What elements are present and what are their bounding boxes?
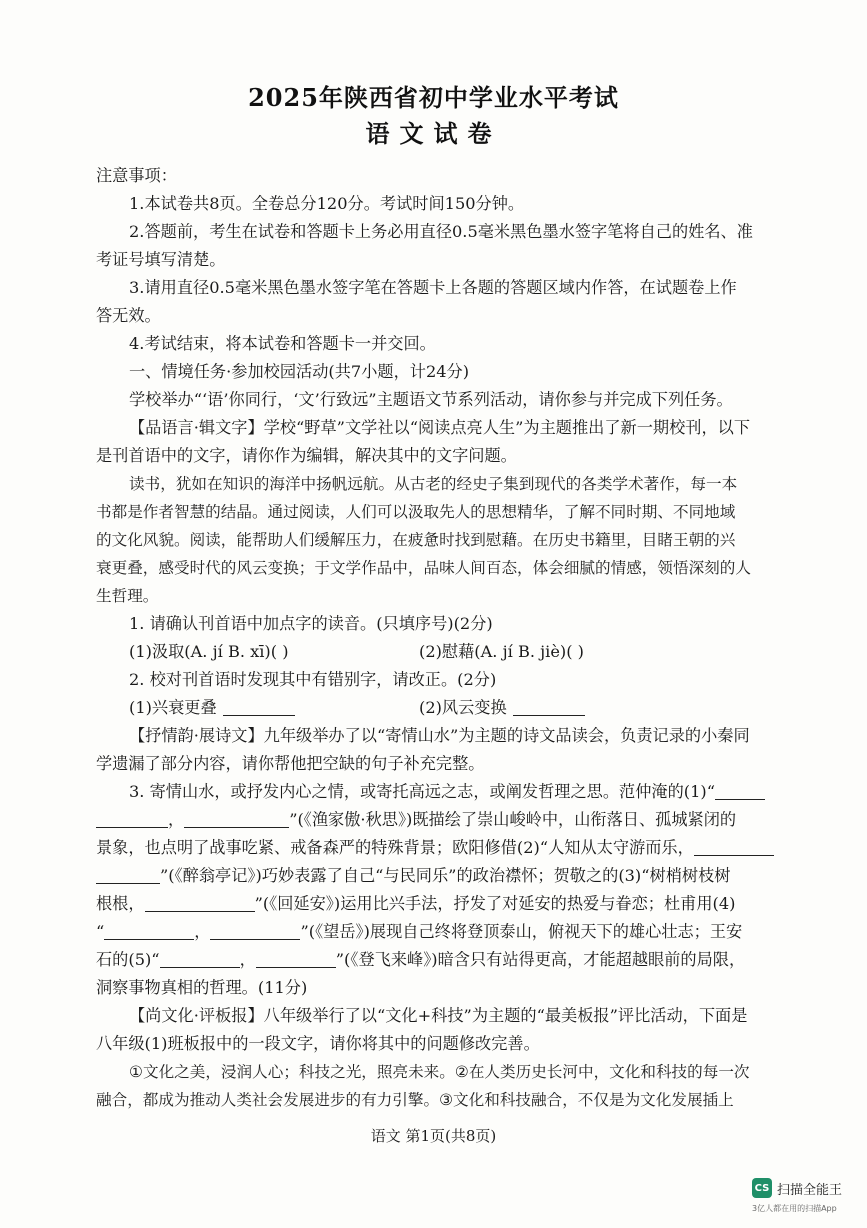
question-3-text: ， — [168, 810, 185, 829]
board-line-1: ①文化之美，浸润人心；科技之光，照亮未来。②在人类历史长河中，文化和科技的每一次 — [129, 1063, 750, 1081]
question-3-text: ”(《望岳》)展现自己终将登顶泰山，俯视天下的雄心壮志；王安 — [300, 922, 743, 941]
scanner-app-name: 扫描全能王 — [777, 1182, 843, 1198]
notes-heading: 注意事项： — [96, 166, 177, 185]
question-1-option-1: (1)汲取(A. jí B. xī)( ) — [129, 642, 289, 661]
question-3-text: 景象，也点明了战事吃紧、戒备森严的特殊背景；欧阳修借(2)“人知从太守游而乐， — [96, 838, 694, 857]
answer-blank[interactable] — [715, 781, 765, 800]
scanner-logo-icon: CS — [752, 1178, 772, 1198]
question-3-line-1 — [96, 778, 799, 806]
section-intro: 学校举办“‘语’你同行，‘文’行致远”主题语文节系列活动，请你参与并完成下列任务。 — [129, 390, 733, 409]
question-3-text: ， — [194, 922, 211, 941]
exam-title: 2025年陕西省初中学业水平考试 — [248, 83, 619, 112]
question-3-text: 根根， — [96, 894, 145, 913]
answer-blank[interactable] — [104, 921, 194, 940]
note-4: 4.考试结束，将本试卷和答题卡一并交回。 — [129, 334, 436, 353]
answer-blank[interactable] — [694, 837, 774, 856]
task-2-line-1 — [96, 722, 799, 750]
scanner-tagline: 3亿人都在用的扫描App — [752, 1204, 837, 1213]
question-3-line-4 — [96, 862, 799, 890]
passage-line-3: 的文化风貌。阅读，能帮助人们缓解压力，在疲惫时找到慰藉。在历史书籍里，目睹王朝的兴 — [96, 531, 736, 549]
question-3-line-7 — [96, 946, 799, 974]
note-2-line-2: 考证号填写清楚。 — [96, 250, 226, 269]
note-1: 1.本试卷共8页。全卷总分120分。考试时间150分钟。 — [129, 194, 525, 213]
question-3-line-8: 洞察事物真相的哲理。(11分) — [96, 978, 308, 997]
task-2-line-2: 学遗漏了部分内容，请你帮他把空缺的句子补充完整。 — [96, 754, 485, 773]
task-1-label: 【品语言·辑文字】 — [129, 418, 264, 437]
answer-blank[interactable] — [184, 809, 289, 828]
answer-blank[interactable] — [160, 949, 240, 968]
task-3-line-1 — [96, 1002, 799, 1030]
answer-blank[interactable] — [210, 921, 300, 940]
question-2-items — [96, 694, 799, 722]
task-1-line-2: 是刊首语中的文字，请你作为编辑，解决其中的文字问题。 — [96, 446, 517, 465]
question-3-text: ， — [239, 950, 256, 969]
task-1-line-1 — [96, 414, 799, 442]
question-3-text: ”(《醉翁亭记》)巧妙表露了自己“与民同乐”的政治襟怀；贺敬之的(3)“树梢树枝树 — [160, 866, 731, 885]
question-1: 1. 请确认刊首语中加点字的读音。(只填序号)(2分) — [129, 614, 493, 633]
task-1-text: 学校“野草”文学社以“阅读点亮人生”为主题推出了新一期校刊，以下 — [263, 418, 751, 437]
task-3-label: 【尚文化·评板报】 — [129, 1006, 264, 1025]
question-3-line-6 — [96, 918, 799, 946]
note-3-line-1: 3.请用直径0.5毫米黑色墨水签字笔在答题卡上各题的答题区域内作答，在试题卷上作 — [129, 278, 737, 297]
question-3-text: ”(《回延安》)运用比兴手法，抒发了对延安的热爱与眷恋；杜甫用(4) — [254, 894, 736, 913]
passage-line-5: 生哲理。 — [96, 587, 159, 605]
exam-subtitle: 语文试卷 — [365, 119, 502, 148]
answer-blank[interactable] — [513, 697, 585, 716]
question-3-line-2 — [96, 806, 799, 834]
question-3-text: ”(《渔家傲·秋思》)既描绘了崇山峻岭中，山衔落日、孤城紧闭的 — [289, 810, 737, 829]
question-3-line-3 — [96, 834, 799, 862]
board-line-2: 融合，都成为推动人类社会发展进步的有力引擎。③文化和科技融合，不仅是为文化发展插上 — [96, 1091, 734, 1109]
question-2-item-2: (2)风云变换 — [419, 698, 507, 717]
passage-line-1: 读书，犹如在知识的海洋中扬帆远航。从古老的经史子集到现代的各类学术著作，每一本 — [129, 475, 738, 493]
scanner-watermark — [752, 1178, 842, 1198]
answer-blank[interactable] — [256, 949, 336, 968]
task-2-label: 【抒情韵·展诗文】 — [129, 726, 264, 745]
question-3-text: ”(《登飞来峰》)暗含只有站得更高，才能超越眼前的局限， — [335, 950, 746, 969]
passage-line-2: 书都是作者智慧的结晶。通过阅读，人们可以汲取先人的思想精华，了解不同时期、不同地域 — [96, 503, 736, 521]
answer-blank[interactable] — [96, 865, 160, 884]
section-heading: 一、情境任务·参加校园活动(共7小题，计24分) — [129, 362, 470, 381]
question-1-options — [96, 638, 799, 666]
passage-line-4: 衰更叠，感受时代的风云变换；于文学作品中，品味人间百态，体会细腻的情感，领悟深刻的人 — [96, 559, 751, 577]
note-3-line-2: 答无效。 — [96, 306, 161, 325]
task-2-text: 九年级举办了以“寄情山水”为主题的诗文品读会，负责记录的小秦同 — [263, 726, 750, 745]
question-3-text: 石的(5)“ — [96, 950, 160, 969]
page-footer: 语文 第1页(共8页) — [370, 1127, 497, 1145]
question-3-text: “ — [96, 922, 105, 941]
task-3-line-2: 八年级(1)班板报中的一段文字，请你将其中的问题修改完善。 — [96, 1034, 540, 1053]
task-3-text: 八年级举行了以“文化+科技”为主题的“最美板报”评比活动，下面是 — [263, 1006, 748, 1025]
answer-blank[interactable] — [96, 809, 168, 828]
note-2-line-1: 2.答题前，考生在试卷和答题卡上务必用直径0.5毫米黑色墨水签字笔将自己的姓名、准 — [129, 222, 753, 241]
answer-blank[interactable] — [145, 893, 255, 912]
question-2: 2. 校对刊首语时发现其中有错别字，请改正。(2分) — [129, 670, 497, 689]
question-3-line-5 — [96, 890, 799, 918]
exam-content — [96, 162, 799, 1114]
answer-blank[interactable] — [223, 697, 295, 716]
question-3-text: 3. 寄情山水，或抒发内心之情，或寄托高远之志，或阐发哲理之思。范仲淹的(1)“ — [129, 782, 715, 801]
question-1-option-2: (2)慰藉(A. jí B. jiè)( ) — [419, 642, 584, 661]
question-2-item-1: (1)兴衰更叠 — [129, 698, 217, 717]
